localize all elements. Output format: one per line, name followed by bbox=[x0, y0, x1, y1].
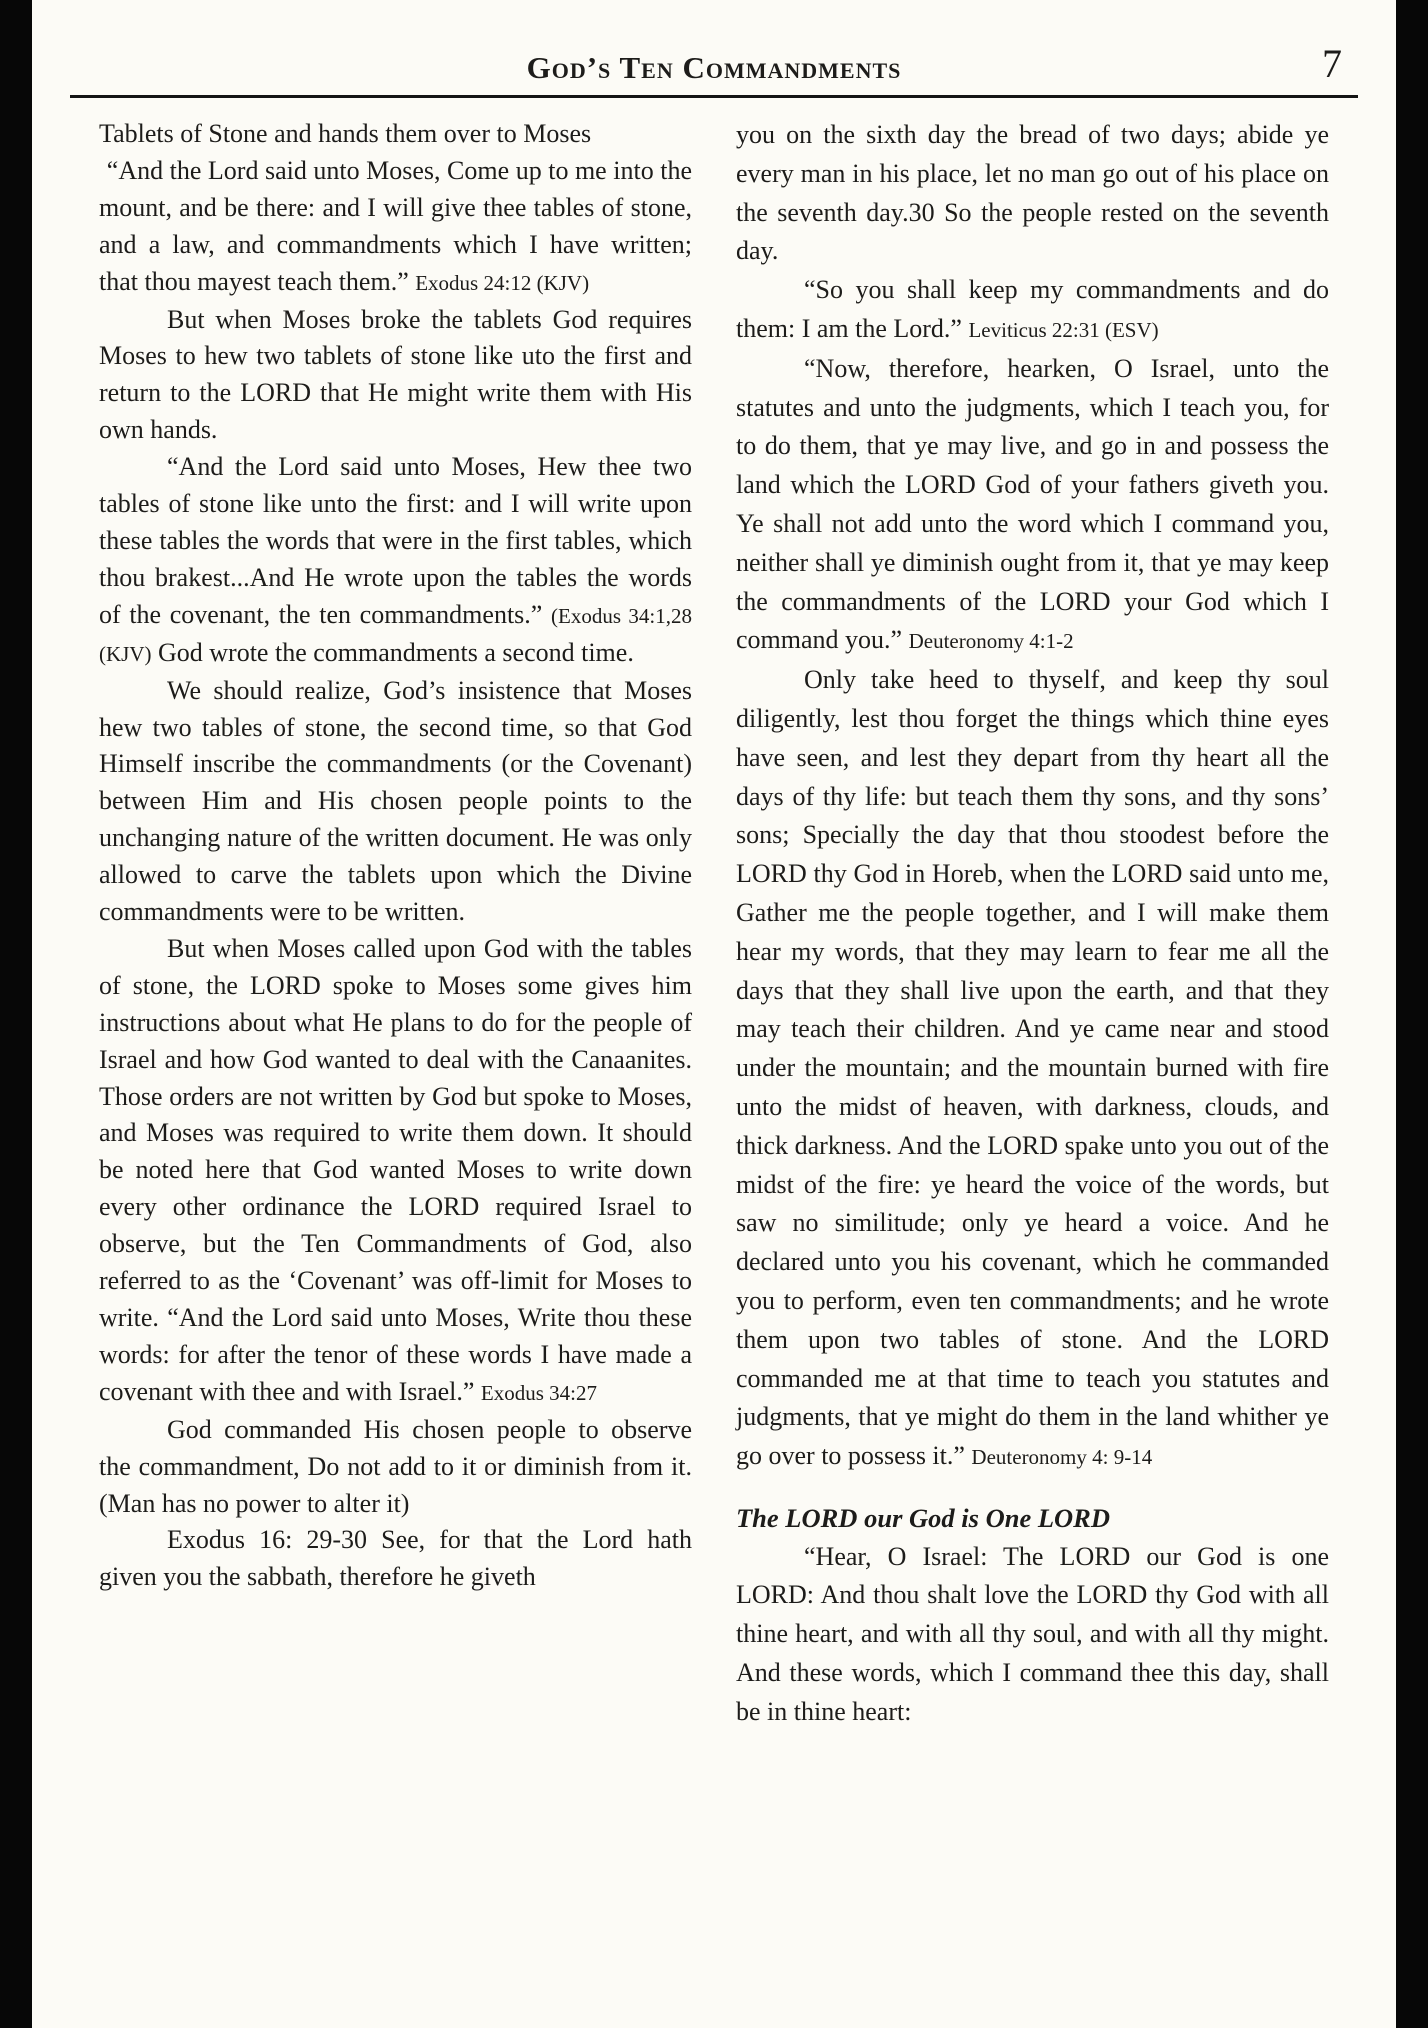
text-run: “Hear, O Israel: The LORD our God is one LORD: And thou shalt love the LORD thy God with all thine heart, and with all thy soul, and with all thy might. And these words, which I command thee this day, shall be in thine heart: bbox=[736, 1541, 1329, 1726]
text-run: “And the Lord said unto Moses, Come up to me into the mount, and be there: and I will give thee tables of stone, and a law, and commandments which I have written; that thou mayest teach them.” bbox=[99, 155, 692, 296]
page-number: 7 bbox=[1322, 41, 1342, 86]
paragraph bbox=[736, 1538, 1329, 1732]
text-run: Tablets of Stone and hands them over to Moses bbox=[99, 119, 592, 148]
right-border-bar bbox=[1396, 0, 1428, 2028]
scripture-citation: (Exodus 34:1,28 (KJV) bbox=[99, 603, 692, 666]
paragraph bbox=[99, 116, 692, 153]
left-column bbox=[99, 116, 692, 1732]
text-run: Exodus 16: 29-30 See, for that the Lord hath given you the sabbath, therefore he giveth bbox=[99, 1525, 692, 1592]
paragraph bbox=[99, 1522, 692, 1596]
paragraph bbox=[736, 661, 1329, 1477]
text-run: But when Moses broke the tablets God requires Moses to hew two tablets of stone like uto the first and return to the LORD that He might write them with His own hands. bbox=[99, 304, 692, 445]
text-run: But when Moses called upon God with the tables of stone, the LORD spoke to Moses some gives him instructions about what He plans to do for the people of Israel and how God wanted to deal with the Canaanites. Those orders are not written by God but spoke to Moses, and Moses was required to write them down. It should be noted here that God wanted Moses to write down every other ordinance the LORD required Israel to observe, but the Ten Commandments of God, also referred to as the ‘Covenant’ was off-limit for Moses to write. “And the Lord said unto Moses, Write thou these words: for after the tenor of these words I have made a covenant with thee and with Israel.” bbox=[99, 933, 692, 1406]
text-run: “So you shall keep my commandments and do them: I am the Lord.” bbox=[736, 275, 1329, 343]
paragraph bbox=[99, 153, 692, 302]
text-run: We should realize, God’s insistence that Moses hew two tables of stone, the second time, so that God Himself inscribe the commandments (or the Covenant) between Him and His chosen people points to the unchanging nature of the written document. He was only allowed to carve the tablets upon which the Divine commandments were to be written. bbox=[99, 675, 692, 927]
paragraph bbox=[736, 116, 1329, 271]
scripture-citation: Deuteronomy 4:1-2 bbox=[908, 629, 1074, 654]
paragraph bbox=[736, 271, 1329, 350]
text-run: “And the Lord said unto Moses, Hew thee two tables of stone like unto the first: and I will write upon these tables the words that were in the first tables, which thou brakest...And He wrote upon the tables the words of the covenant, the ten commandments.” bbox=[99, 452, 692, 629]
text-run: The LORD our God is One LORD bbox=[736, 1502, 1110, 1533]
paragraph bbox=[99, 302, 692, 450]
right-column bbox=[736, 116, 1329, 1732]
paragraph bbox=[99, 1412, 692, 1523]
text-run: you on the sixth day the bread of two days; abide ye every man in his place, let no man go out of his place on the seventh day.30 So the people rested on the seventh day. bbox=[736, 120, 1329, 266]
section-heading bbox=[736, 1499, 1329, 1538]
scripture-citation: Deuteronomy 4: 9-14 bbox=[971, 1445, 1153, 1470]
page-title: God’s Ten Commandments bbox=[526, 50, 902, 85]
page-content bbox=[32, 0, 1396, 2028]
scripture-citation: Leviticus 22:31 (ESV) bbox=[968, 317, 1159, 342]
text-run: God commanded His chosen people to observe the commandment, Do not add to it or diminish from it. (Man has no power to alter it) bbox=[99, 1414, 692, 1518]
left-border-bar bbox=[0, 0, 32, 2028]
text-columns bbox=[70, 98, 1358, 1732]
text-run: “Now, therefore, hearken, O Israel, unto the statutes and unto the judgments, which I teach you, for to do them, that ye may live, and go in and possess the land which the LORD God of your fathers giveth you. Ye shall not add unto the word which I command you, neither shall ye diminish ought from it, that ye may keep the commandments of the LORD your God which I command you.” bbox=[736, 353, 1329, 655]
paragraph bbox=[736, 350, 1329, 661]
text-run: Only take heed to thyself, and keep thy soul diligently, lest thou forget the things which thine eyes have seen, and lest they depart from thy heart all the days of thy life: but teach them thy sons, and thy sons’ sons; Specially the day that thou stoodest before the LORD thy God in Horeb, when the LORD said unto me, Gather me the people together, and I will make them hear my words, that they may learn to fear me all the days that they shall live upon the earth, and that they may teach their children. And ye came near and stood under the mountain; and the mountain burned with fire unto the midst of heaven, with darkness, clouds, and thick darkness. And the LORD spake unto you out of the midst of the fire: ye heard the voice of the words, but saw no similitude; only ye heard a voice. And he declared unto you his covenant, which he commanded you to perform, even ten commandments; and he wrote them upon two tables of stone. And the LORD commanded me at that time to teach you statutes and judgments, that ye might do them in the land whither ye go over to possess it.” bbox=[736, 665, 1329, 1471]
scripture-citation: Exodus 24:12 (KJV) bbox=[415, 270, 590, 295]
text-run: God wrote the commandments a second time. bbox=[151, 637, 634, 667]
page-header bbox=[70, 41, 1358, 90]
scripture-citation: Exodus 34:27 bbox=[480, 1380, 598, 1405]
paragraph bbox=[99, 673, 692, 931]
paragraph bbox=[99, 931, 692, 1412]
paragraph bbox=[99, 449, 692, 672]
